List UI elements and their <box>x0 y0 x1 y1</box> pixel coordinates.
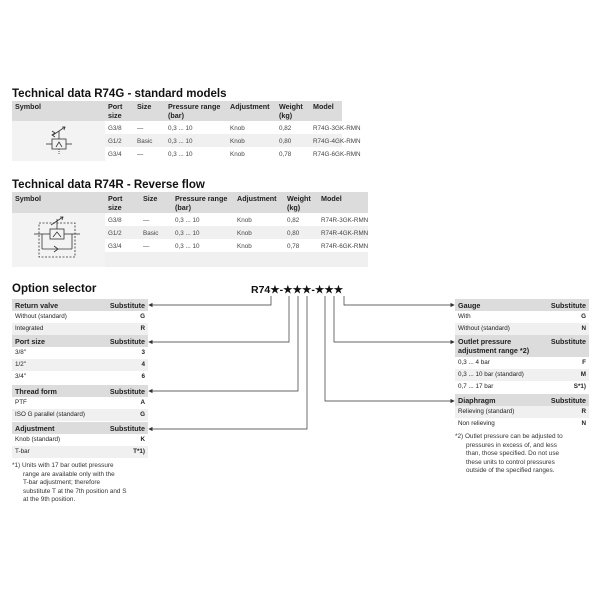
option-code: G <box>140 313 145 320</box>
option-label: 3/4" <box>15 373 26 380</box>
option-label: Non relieving <box>458 420 495 427</box>
cell-weight: 0,82 <box>279 125 292 132</box>
col-adjustment: Adjustment <box>230 102 270 111</box>
option-code: Substitute <box>109 386 145 396</box>
option-label: *1) Units with 17 bar outlet pressure <box>12 462 114 469</box>
footnote-1 <box>12 462 162 505</box>
option-code: G <box>581 313 586 320</box>
cell-weight: 0,78 <box>279 151 292 158</box>
cell-size: — <box>143 217 150 224</box>
option-label: *2) Outlet pressure can be adjusted to <box>455 433 563 440</box>
option-label: T-bar adjustment; therefore <box>23 479 101 487</box>
col-pressure: Pressure range (bar) <box>175 194 228 212</box>
cell-adjustment: Knob <box>237 243 252 250</box>
option-label: Outlet pressure adjustment range *2) <box>458 336 530 355</box>
option-code: Substitute <box>109 336 145 346</box>
connector-thread-form <box>149 296 298 391</box>
option-label: substitute T at the 7th position and S <box>23 487 127 495</box>
col-model: Model <box>321 194 342 203</box>
option-label: PTF <box>15 399 27 406</box>
option-code: Substitute <box>550 395 586 405</box>
cell-weight: 0,78 <box>287 243 300 250</box>
option-label: these units to control pressures <box>466 458 555 466</box>
col-port: Port size <box>108 194 123 212</box>
option-code: N <box>581 420 586 427</box>
option-label: Without (standard) <box>458 325 510 332</box>
connector-return-valve <box>149 296 271 305</box>
r74g-title: Technical data R74G - standard models <box>12 88 227 100</box>
option-label: Diaphragm <box>458 395 496 405</box>
option-code: N <box>581 325 586 332</box>
option-label: at the 9th position. <box>23 496 76 504</box>
cell-pressure: 0,3 ... 10 <box>168 125 193 132</box>
footnote-2 <box>455 433 595 476</box>
cell-adjustment: Knob <box>230 125 245 132</box>
option-code: 3 <box>141 349 145 356</box>
col-size: Size <box>143 194 158 203</box>
cell-adjustment: Knob <box>237 217 252 224</box>
model-code: R74★-★★★-★★★ <box>251 284 344 296</box>
cell-model: R74G-3GK-RMN <box>313 125 361 132</box>
option-label: Integrated <box>15 325 44 332</box>
option-label: Thread form <box>15 386 57 396</box>
col-model: Model <box>313 102 334 111</box>
option-code: F <box>582 359 586 366</box>
option-code: 6 <box>141 373 145 380</box>
connector-outlet-pressure <box>334 296 454 342</box>
option-code: Substitute <box>550 336 586 346</box>
option-label: ISO G parallel (standard) <box>15 411 85 418</box>
cell-pressure: 0,3 ... 10 <box>168 151 193 158</box>
cell-weight: 0,80 <box>279 138 292 145</box>
option-code: K <box>140 436 145 443</box>
option-label: 0,7 ... 17 bar <box>458 383 494 390</box>
cell-port: G3/8 <box>108 217 122 224</box>
connector-gauge <box>344 296 454 305</box>
cell-size: Basic <box>137 138 153 145</box>
cell-pressure: 0,3 ... 10 <box>175 217 200 224</box>
option-label: 1/2" <box>15 361 26 368</box>
cell-size: — <box>137 151 144 158</box>
cell-size: — <box>143 243 150 250</box>
col-size: Size <box>137 102 152 111</box>
option-code: A <box>140 399 145 406</box>
cell-model: R74G-6GK-RMN <box>313 151 361 158</box>
col-adjustment: Adjustment <box>237 194 277 203</box>
cell-size: — <box>137 125 144 132</box>
option-label: Without (standard) <box>15 313 67 320</box>
cell-weight: 0,82 <box>287 217 300 224</box>
r74r-title: Technical data R74R - Reverse flow <box>12 179 205 191</box>
cell-model: R74R-3GK-RMN <box>321 217 369 224</box>
option-label: Gauge <box>458 300 481 310</box>
cell-port: G3/4 <box>108 243 122 250</box>
col-weight: Weight (kg) <box>279 102 303 120</box>
col-pressure: Pressure range (bar) <box>168 102 221 120</box>
cell-adjustment: Knob <box>230 151 245 158</box>
option-label: than, those specified. Do not use <box>466 450 560 458</box>
col-symbol: Symbol <box>15 102 41 111</box>
option-label: Return valve <box>15 300 59 310</box>
option-code: T*1) <box>133 448 145 455</box>
cell-adjustment: Knob <box>230 138 245 145</box>
option-label: pressures in excess of, and less <box>466 441 557 449</box>
cell-model: R74G-4GK-RMN <box>313 138 361 145</box>
option-code: G <box>140 411 145 418</box>
option-label: outside of the specified ranges. <box>466 467 555 475</box>
option-selector-title: Option selector <box>12 283 97 295</box>
cell-model: R74R-6GK-RMN <box>321 243 369 250</box>
cell-port: G1/2 <box>108 138 122 145</box>
col-port: Port size <box>108 102 123 120</box>
option-code: 4 <box>141 361 145 368</box>
option-code: S*1) <box>573 383 586 390</box>
cell-adjustment: Knob <box>237 230 252 237</box>
connector-port-size <box>149 296 289 342</box>
option-code: Substitute <box>109 300 145 310</box>
option-code: Substitute <box>109 423 145 433</box>
cell-port: G3/4 <box>108 151 122 158</box>
cell-port: G3/8 <box>108 125 122 132</box>
cell-port: G1/2 <box>108 230 122 237</box>
cell-model: R74R-4GK-RMN <box>321 230 369 237</box>
option-label: range are available only with the <box>23 470 115 478</box>
cell-size: Basic <box>143 230 159 237</box>
option-label: 0,3 ... 4 bar <box>458 359 490 366</box>
option-label: 3/8" <box>15 349 26 356</box>
cell-weight: 0,80 <box>287 230 300 237</box>
option-label: Port size <box>15 336 45 346</box>
option-label: With <box>458 313 471 320</box>
option-code: R <box>140 325 145 332</box>
col-symbol: Symbol <box>15 194 41 203</box>
cell-pressure: 0,3 ... 10 <box>168 138 193 145</box>
option-label: Relieving (standard) <box>458 408 515 415</box>
option-code: M <box>580 371 586 378</box>
option-code: R <box>581 408 586 415</box>
col-weight: Weight (kg) <box>287 194 311 212</box>
cell-pressure: 0,3 ... 10 <box>175 230 200 237</box>
option-code: Substitute <box>550 300 586 310</box>
option-label: T-bar <box>15 448 30 455</box>
connector-diaphragm <box>325 296 454 401</box>
option-label: 0,3 ... 10 bar (standard) <box>458 371 524 378</box>
option-label: Adjustment <box>15 423 55 433</box>
cell-pressure: 0,3 ... 10 <box>175 243 200 250</box>
option-label: Knob (standard) <box>15 436 61 443</box>
connector-adjustment <box>149 296 307 429</box>
